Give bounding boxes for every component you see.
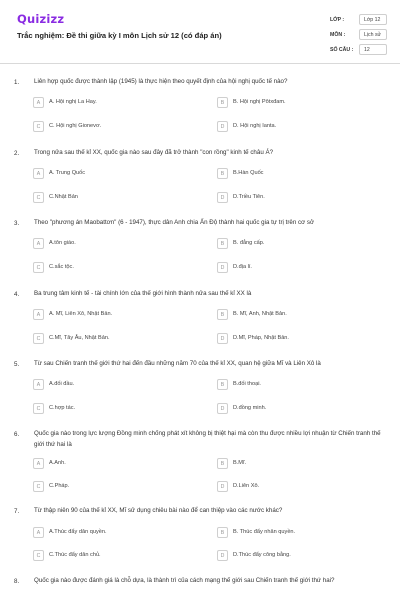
option-c[interactable] [33,262,173,274]
option-text: B.Mĩ. [233,460,247,466]
option-letter: A [33,527,44,538]
grade-row [326,15,390,26]
option-c[interactable] [33,333,173,345]
option-text: D.Thúc đẩy công bằng. [233,552,291,558]
question-number: 1. [14,79,20,86]
option-letter: A [33,238,44,249]
option-letter: D [217,121,228,132]
header-divider [0,63,400,64]
subject-label: MÔN : [330,32,346,38]
option-c[interactable] [33,481,173,493]
option-text: D.Mĩ, Pháp, Nhật Bản. [233,335,289,341]
option-letter: C [33,192,44,203]
question-number: 2. [14,150,20,157]
option-d[interactable] [217,550,357,562]
grade-label: LỚP : [330,17,345,23]
option-a[interactable] [33,168,173,180]
option-letter: B [217,527,228,538]
option-c[interactable] [33,550,173,562]
worksheet-title: Trắc nghiệm: Đề thi giữa kỳ I môn Lịch sử 12 (có đáp án) [17,31,222,40]
option-letter: D [217,192,228,203]
option-text: A.tôn giáo. [49,240,76,246]
question-text: Theo "phương án Maobattơn" (6 - 1947), thực dân Anh chia Ấn Độ thành hai quốc gia tự trị trên cơ sở [34,219,315,226]
option-d[interactable] [217,121,357,133]
option-letter: D [217,262,228,273]
option-text: D.Triều Tiên. [233,194,265,200]
option-a[interactable] [33,379,173,391]
option-text: C.sắc tộc. [49,264,74,270]
question-number: 6. [14,431,20,438]
option-letter: B [217,309,228,320]
question-text: Quốc gia nào trong lực lượng Đồng minh chống phát xít không bị thiệt hại mà còn thu được nhiều lợi nhuận từ Chiến tranh thế giới thứ hai là [34,430,381,448]
option-c[interactable] [33,121,173,133]
option-a[interactable] [33,309,173,321]
question-text: Quốc gia nào được đánh giá là chỗ dựa, là thành trì của cách mạng thế giới sau Chiến tranh thế giới thứ hai? [34,577,335,584]
option-text: D.đồng minh. [233,405,267,411]
option-text: A. Trung Quốc [49,170,86,176]
option-a[interactable] [33,527,173,539]
option-text: A.đối đầu. [49,381,75,387]
subject-value: Lịch sử [364,32,382,38]
option-d[interactable] [217,262,357,274]
question-number: 3. [14,220,20,227]
option-text: B. đẳng cấp. [233,240,265,246]
option-text: C.Pháp. [49,483,70,489]
grade-value: Lớp 12 [364,17,381,23]
option-letter: A [33,309,44,320]
question-number: 8. [14,578,20,585]
question-number: 5. [14,361,20,368]
question-text: Từ sau Chiến tranh thế giới thứ hai đến đầu những năm 70 của thế kỉ XX, quan hệ giữa Mĩ và Liên Xô là [34,360,321,367]
option-d[interactable] [217,333,357,345]
option-b[interactable] [217,527,357,539]
option-letter: C [33,550,44,561]
option-text: C.Thúc đẩy dân chủ. [49,552,101,558]
quizizz-logo: Quizizz [17,12,65,26]
option-text: A. Mĩ, Liên Xô, Nhật Bản. [49,311,113,317]
question-text: Trong nửa sau thế kỉ XX, quốc gia nào sau đây đã trở thành "con rồng" kinh tế châu Á? [34,149,274,156]
option-c[interactable] [33,192,173,204]
option-text: C. Hội nghị Gionevơ. [49,123,102,129]
option-letter: A [33,97,44,108]
subject-row [326,30,390,41]
option-b[interactable] [217,168,357,180]
option-a[interactable] [33,97,173,109]
option-b[interactable] [217,379,357,391]
option-text: B.đối thoại. [233,381,261,387]
option-letter: B [217,458,228,469]
option-letter: C [33,121,44,132]
option-letter: B [217,97,228,108]
option-letter: A [33,168,44,179]
option-text: B.Hàn Quốc [233,170,264,176]
option-b[interactable] [217,309,357,321]
option-text: B. Mĩ, Anh, Nhật Bản. [233,311,287,317]
option-letter: D [217,481,228,492]
option-letter: C [33,333,44,344]
option-text: A.Anh. [49,460,66,466]
option-b[interactable] [217,458,357,470]
option-text: C.hợp tác. [49,405,76,411]
option-letter: C [33,262,44,273]
option-letter: C [33,403,44,414]
option-letter: B [217,168,228,179]
option-letter: D [217,333,228,344]
option-text: C.Mĩ, Tây Âu, Nhật Bản. [49,335,110,341]
option-a[interactable] [33,238,173,250]
option-d[interactable] [217,481,357,493]
option-letter: A [33,379,44,390]
count-label: SỐ CÂU : [330,47,354,53]
option-b[interactable] [217,97,357,109]
option-text: A.Thúc đẩy dân quyền. [49,529,107,535]
option-text: B. Hội nghị Pôtxđam. [233,99,286,105]
option-text: B. Thúc đẩy nhân quyền. [233,529,296,535]
option-letter: B [217,238,228,249]
option-letter: C [33,481,44,492]
option-text: D. Hội nghị Ianta. [233,123,277,129]
option-text: A. Hội nghị La Hay. [49,99,97,105]
question-text: Từ thập niên 90 của thế kỉ XX, Mĩ sử dụng chiêu bài nào để can thiệp vào các nước khác? [34,507,283,514]
question-number: 4. [14,291,20,298]
count-row [326,45,390,56]
question-text: Ba trung tâm kinh tế - tài chính lớn của thế giới hình thành nửa sau thế kỉ XX là [34,290,252,297]
question-text: Liên hợp quốc được thành lập (1945) là thực hiện theo quyết định của hội nghị quốc tế nào? [34,78,288,85]
option-b[interactable] [217,238,357,250]
option-c[interactable] [33,403,173,415]
option-letter: D [217,550,228,561]
question-number: 7. [14,508,20,515]
option-letter: A [33,458,44,469]
option-a[interactable] [33,458,173,470]
count-value: 12 [364,47,370,53]
worksheet-header [0,0,400,66]
option-d[interactable] [217,192,357,204]
option-letter: D [217,403,228,414]
option-text: D.địa lí. [233,264,252,270]
option-text: D.Liên Xô. [233,483,260,489]
option-d[interactable] [217,403,357,415]
option-text: C.Nhật Bản [49,194,78,200]
option-letter: B [217,379,228,390]
